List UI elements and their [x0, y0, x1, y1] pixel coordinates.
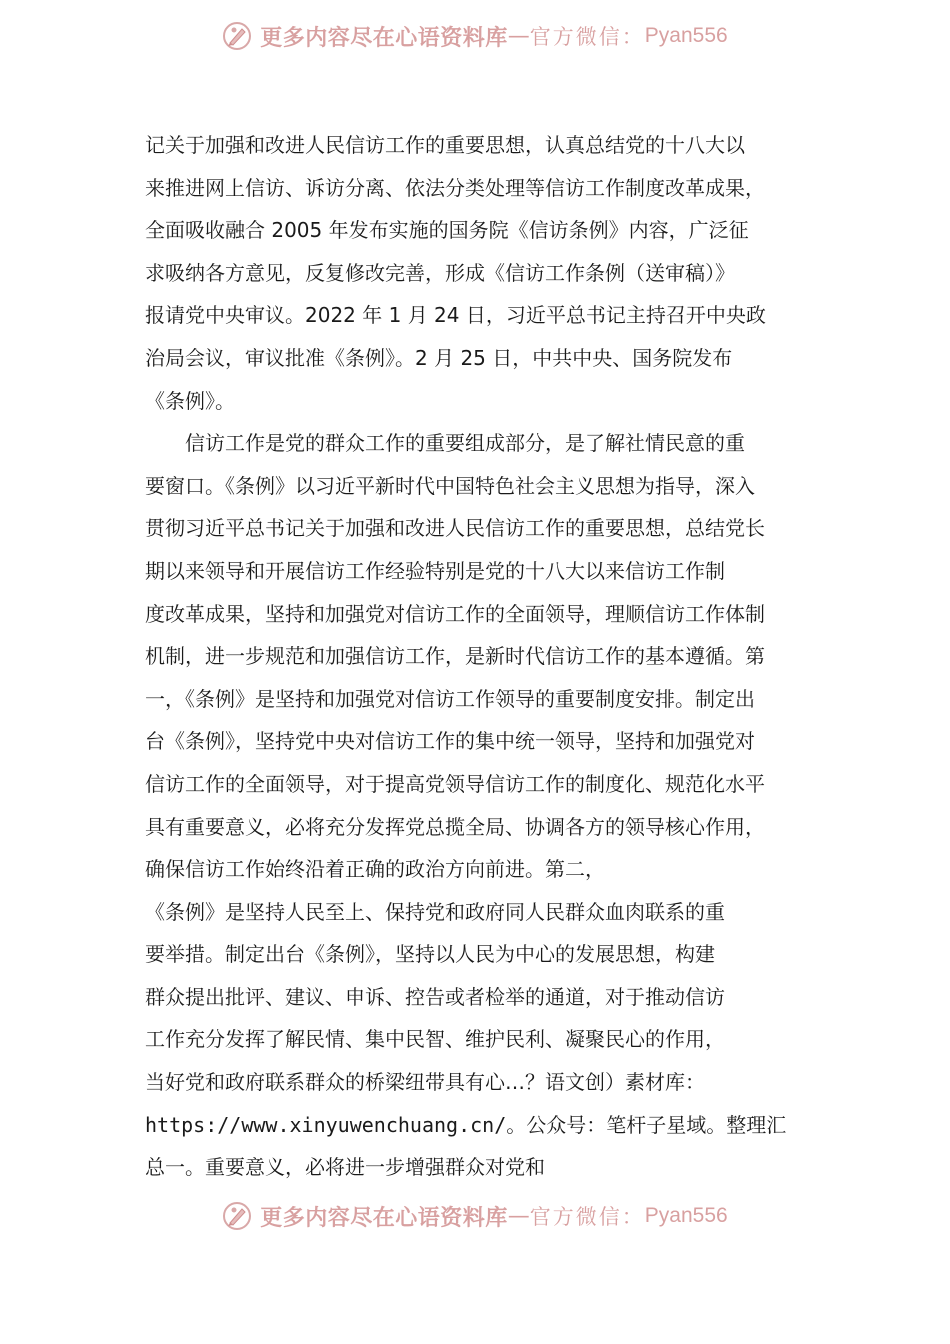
header-dash: —: [507, 23, 530, 49]
body-line: 群众提出批评、建议、申诉、控告或者检举的通道，对于推动信访: [145, 984, 725, 1009]
body-line: 工作充分发挥了解民情、集中民智、维护民利、凝聚民心的作用，: [145, 1027, 725, 1052]
pen-logo-icon: [222, 1201, 252, 1231]
body-line: 《条例》。: [145, 388, 235, 413]
body-line: 机制，进一步规范和加强信访工作，是新时代信访工作的基本遵循。第: [145, 644, 765, 669]
body-line: 贯彻习近平总书记关于加强和改进人民信访工作的重要思想，总结党长: [145, 516, 765, 541]
body-line: 全面吸收融合 2005 年发布实施的国务院《信访条例》内容，广泛征: [145, 218, 749, 243]
header-brand-text: 更多内容尽在心语资料库: [260, 24, 508, 51]
document-body: [145, 124, 825, 1189]
body-line: 度改革成果，坚持和加强党对信访工作的全面领导，理顺信访工作体制: [145, 601, 765, 626]
body-line: 记关于加强和改进人民信访工作的重要思想，认真总结党的十八大以: [145, 133, 745, 157]
paragraph-start-line: 信访工作是党的群众工作的重要组成部分，是了解社情民意的重: [185, 431, 745, 456]
body-line: 具有重要意义，必将充分发挥党总揽全局、协调各方的领导核心作用，: [145, 814, 765, 839]
body-line: 来推进网上信访、诉访分离、依法分类处理等信访工作制度改革成果，: [145, 175, 765, 200]
body-line: 总一。重要意义，必将进一步增强群众对党和: [145, 1155, 545, 1180]
footer-banner: [0, 1194, 950, 1238]
body-line: 当好党和政府联系群众的桥梁纽带具有心…？语文创）素材库：: [145, 1070, 705, 1095]
body-line: 求吸纳各方意见，反复修改完善，形成《信访工作条例（送审稿）》: [145, 260, 735, 285]
body-line: 一，《条例》是坚持和加强党对信访工作领导的重要制度安排。制定出: [145, 686, 755, 711]
body-line: 治局会议，审议批准《条例》。2 月 25 日，中共中央、国务院发布: [145, 345, 733, 370]
body-line: 台《条例》，坚持党中央对信访工作的集中统一领导，坚持和加强党对: [145, 729, 755, 754]
header-banner: [0, 14, 950, 58]
header-wechat-id: Pyan556: [644, 24, 728, 47]
body-line: 《条例》是坚持人民至上、保持党和政府同人民群众血肉联系的重: [145, 899, 725, 924]
footer-official-label: 官方微信：: [529, 1205, 645, 1229]
body-line: 报请党中央审议。2022 年 1 月 24 日，习近平总书记主持召开中央政: [145, 303, 766, 328]
body-line: 信访工作的全面领导，对于提高党领导信访工作的制度化、规范化水平: [145, 771, 765, 796]
footer-brand-text: 更多内容尽在心语资料库: [260, 1204, 508, 1231]
url-line: https://www.xinyuwenchuang.cn/。公众号：笔杆子星域。整理汇: [145, 1112, 787, 1137]
body-line: 要举措。制定出台《条例》，坚持以人民为中心的发展思想，构建: [145, 942, 715, 967]
body-line: 确保信访工作始终沿着正确的政治方向前进。第二，: [145, 857, 605, 882]
header-official-label: 官方微信：: [529, 25, 645, 49]
footer-dash: —: [507, 1203, 530, 1229]
body-line: 期以来领导和开展信访工作经验特别是党的十八大以来信访工作制: [145, 558, 725, 583]
footer-wechat-id: Pyan556: [644, 1204, 728, 1227]
body-line: 要窗口。《条例》以习近平新时代中国特色社会主义思想为指导，深入: [145, 473, 755, 498]
pen-logo-icon: [222, 21, 252, 51]
